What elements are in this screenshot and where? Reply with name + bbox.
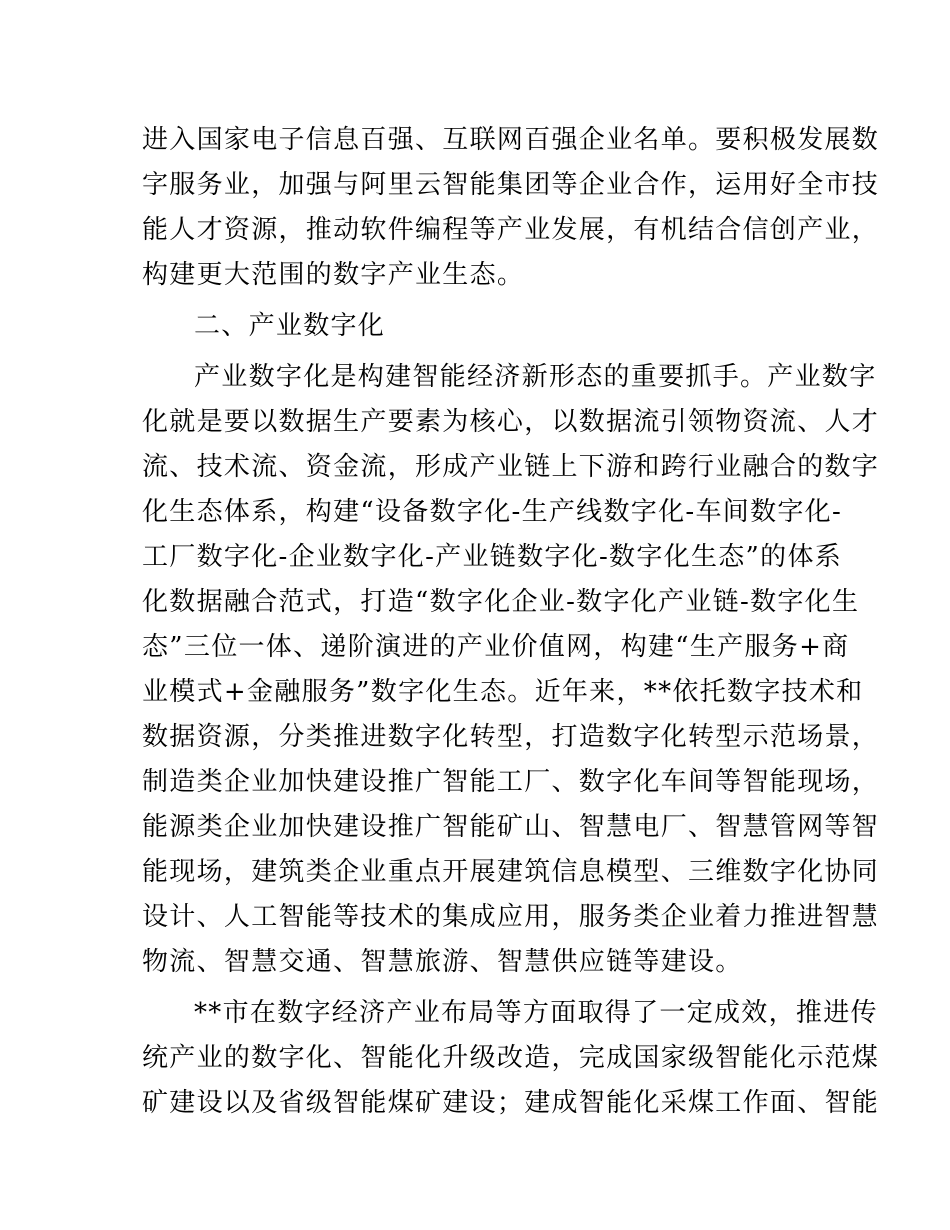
section-heading-text: 二、产业数字化: [194, 311, 386, 341]
text-line: 化生态体系，构建“设备数字化-生产线数字化-车间数字化-: [142, 497, 843, 527]
text-line: 制造类企业加快建设推广智能工厂、数字化车间等智能现场，: [142, 767, 880, 797]
paragraph-1: [142, 118, 880, 298]
text-line: 构建更大范围的数字产业生态。: [142, 260, 525, 290]
text-line: 工厂数字化-企业数字化-产业链数字化-数字化生态”的体系: [142, 542, 843, 572]
document-body: [142, 118, 880, 1126]
text-line: 矿建设以及省级智能煤矿建设；建成智能化采煤工作面、智能: [142, 1088, 880, 1118]
text-line: 流、技术流、资金流，形成产业链上下游和跨行业融合的数字: [142, 452, 880, 482]
section-heading: [142, 304, 810, 349]
text-line: 态”三位一体、递阶演进的产业价值网，构建“生产服务+商: [142, 632, 850, 662]
text-line: 产业数字化是构建智能经济新形态的重要抓手。产业数字: [194, 362, 877, 392]
text-line: 能源类企业加快建设推广智能矿山、智慧电厂、智慧管网等智: [142, 812, 880, 842]
text-line: 业模式+金融服务”数字化生态。近年来，**依托数字技术和: [142, 677, 864, 707]
text-line: 化就是要以数据生产要素为核心，以数据流引领物资流、人才: [142, 407, 880, 437]
text-line: 化数据融合范式，打造“数字化企业-数字化产业链-数字化生: [142, 587, 860, 617]
text-line: 数据资源，分类推进数字化转型，打造数字化转型示范场景，: [142, 722, 880, 752]
text-line: 统产业的数字化、智能化升级改造，完成国家级智能化示范煤: [142, 1043, 880, 1073]
text-line: 字服务业，加强与阿里云智能集团等企业合作，运用好全市技: [142, 170, 880, 200]
text-line: 能现场，建筑类企业重点开展建筑信息模型、三维数字化协同: [142, 857, 880, 887]
paragraph-3: [142, 991, 880, 1126]
text-line: 能人才资源，推动软件编程等产业发展，有机结合信创产业，: [142, 215, 880, 245]
text-line: 进入国家电子信息百强、互联网百强企业名单。要积极发展数: [142, 125, 880, 155]
text-line: 设计、人工智能等技术的集成应用，服务类企业着力推进智慧: [142, 902, 880, 932]
paragraph-2: [142, 355, 880, 985]
text-line: 物流、智慧交通、智慧旅游、智慧供应链等建设。: [142, 947, 743, 977]
text-line: **市在数字经济产业布局等方面取得了一定成效，推进传: [194, 998, 878, 1028]
